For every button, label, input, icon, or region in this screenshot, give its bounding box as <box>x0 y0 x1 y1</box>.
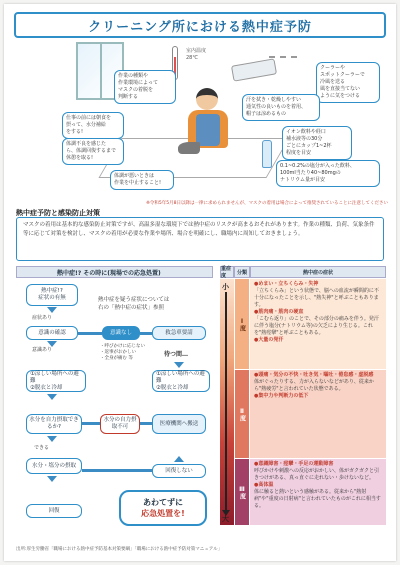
severity-gradient <box>220 279 234 525</box>
hospital-node: 医療機関へ搬送 <box>152 414 206 434</box>
room-temp-value: 28℃ <box>186 55 198 61</box>
cool-node-right: ①涼しい場所への避難 ②脱衣と冷却 <box>152 370 210 392</box>
worker-illustration <box>182 88 232 148</box>
degree-1: Ⅰ度 <box>235 279 249 369</box>
callout-clothing: 汗を拭き・乾燥しやすい 通気性の良いものを着用、 帽子は涼めるもの <box>242 94 320 121</box>
conscious-yes-label: 意識あり <box>32 347 53 353</box>
symptom-cell-degree1 <box>250 279 386 369</box>
symptom-body: 「こむら返り」のことで、その部分の痛みを伴う。発汗に伴う塩分(ナトリウム等)の欠乏により生じる。これを"熱痙攣"と呼ぶこともある。 <box>254 316 379 336</box>
symptom-title: ●高体温 <box>254 482 274 488</box>
symptom-yes-label: 症状あり <box>32 315 53 321</box>
can-label: できる <box>34 445 50 451</box>
header-severity: 重症度 <box>220 266 234 278</box>
symptom-body: 体に触ると熱いという感触がある。従来から"熱射病"や"重度の日射病"と言われていたものがこれに相当する。 <box>254 489 381 509</box>
callout-rest: 体調不良を感じた ら、体調回復するまで 休憩を取る! <box>62 138 124 165</box>
header-symptom: 熱中症の症状 <box>250 266 386 278</box>
arrow-right-line <box>82 469 152 472</box>
arrow-down <box>47 436 57 442</box>
symptom-title: ●筋肉痛・筋肉の硬直 <box>254 309 304 315</box>
severity-arrow <box>225 292 227 514</box>
no-recovery-node: 回復しない <box>152 464 206 478</box>
can-drink-node: 水分を自力摂取できるか? <box>26 414 82 434</box>
symptom-question-node: 熱中症!? 症状の有無 <box>26 284 78 306</box>
degree-2: Ⅱ度 <box>235 370 249 458</box>
symptom-title: ●めまい・立ちくらみ・失神 <box>254 281 319 287</box>
symptom-body: 呼びかけや刺激への反応がおかしい、体がガクガクと引きつけがある、真っ直ぐに走れない・歩けないなど。 <box>254 468 380 481</box>
flyer-page <box>4 4 396 561</box>
arrow-right-line <box>78 332 102 335</box>
mask-note: ※令和5年5月8日以降は一律に求められませんが、マスクの着用は場合によって推奨されていることに注意してください <box>146 201 388 206</box>
callout-stop-work: 体調が悪いときは 作業を中止すること! <box>110 170 174 190</box>
symptom-body: 体がぐったりする、力が入らないなどがあり、従来から"熱疲労"と言われていた状態である。 <box>254 379 374 392</box>
drink-bottle-icon <box>262 140 272 168</box>
banner-main: あわてずに <box>143 498 183 507</box>
cooler-hose-icon <box>269 56 297 64</box>
symptom-title: ●大量の発汗 <box>254 337 284 343</box>
check-conscious-node: 意識の確認 <box>26 326 78 340</box>
page-title: クリーニング所における熱中症予防 <box>14 12 386 38</box>
severity-high: 大 <box>222 515 229 523</box>
workplace-illustration <box>14 42 386 198</box>
symptom-cell-degree3 <box>250 459 386 525</box>
symptom-cell-degree2 <box>250 370 386 458</box>
iron-icon <box>178 142 200 154</box>
recover-node: 回復 <box>26 504 82 518</box>
callout-breakfast: 仕事の前には朝食を 摂って、水分補給 をする! <box>62 112 124 139</box>
room-temp-label: 室内温度 <box>186 48 207 54</box>
arrow-right-line <box>82 422 100 425</box>
header-class: 分類 <box>234 266 250 278</box>
section-heading: 熱中症予防と感染防止対策 <box>16 209 100 217</box>
symptom-title: ●頭痛・気分の不快・吐き気・嘔吐・倦怠感・虚脱感 <box>254 372 374 378</box>
arrow-right-line <box>140 332 152 335</box>
banner-sub: 応急処置を! <box>141 509 185 518</box>
callout-cooler: クーラーや スポットクーラーで 冷風を送る 風を直接当てない ように気をつける <box>316 62 380 103</box>
arrow-down <box>47 476 57 482</box>
section-body: マスクの着用は基本的な感染防止対策ですが、高温多湿な環境下では熱中症のリスクが高まるおそれがあります。作業の種類、負荷、気象条件等に応じて対策を検討し、マスクの着用が必要な作業や場所、場合を明確にし、職場内に周知しておきましょう。 <box>16 217 384 261</box>
arrow-down <box>47 307 57 313</box>
ambulance-node: 救急車要請 <box>152 326 206 340</box>
symptom-title: ●集中力や判断力の低下 <box>254 393 309 399</box>
no-conscious-items: ・呼びかけに応じない ・返事がおかしい ・全身が痛む 等 <box>100 344 145 361</box>
arrow-right-line <box>140 422 152 425</box>
degree-3: Ⅲ度 <box>235 459 249 525</box>
arrow-down <box>174 362 184 368</box>
cool-node-left: ①涼しい場所への避難 ②脱衣と冷却 <box>26 370 86 392</box>
flow-heading: 熱中症!? その時に(現場での応急処置) <box>16 266 213 278</box>
no-conscious-node: 意識なし <box>102 326 140 340</box>
callout-mask: 作業の種類や 作業環境によって マスクの着脱を 判断する <box>114 70 176 104</box>
arrow-up <box>174 456 184 462</box>
suspect-note: 熱中症を疑う症状については 右の「熱中症の症状」参照 <box>98 297 170 311</box>
hydrate-node: 水分・塩分の摂取 <box>26 458 82 474</box>
symptom-body: 「立ちくらみ」という状態で、脳への血流が瞬間的に不十分になったことを示し、"熱失神"と呼ぶこともあります。 <box>254 288 379 308</box>
severity-low: 小 <box>222 283 229 291</box>
room-temperature <box>186 48 206 62</box>
symptom-table-header <box>220 266 386 278</box>
first-aid-banner <box>119 490 207 526</box>
callout-drink: イオン飲料や経口 補水液等の30分 ごとにカップ1~2杯 程度を目安 <box>282 126 352 160</box>
arrow-down <box>47 394 57 400</box>
arrow-down <box>47 341 57 347</box>
callout-salt: 0.1~0.2%の塩分が入った飲料、 100ml当たり40~80mgの ナトリウム量が目安 <box>276 160 380 187</box>
symptom-title: ●意識障害・痙攣・手足の運動障害 <box>254 461 334 467</box>
source-footer: 出所:厚生労働省「職場における熱中症予防基本対策要綱」「職場における熱中症予防対策マニュアル」 <box>16 547 223 552</box>
cannot-drink-node: 水分の自力摂取不可 <box>100 414 140 434</box>
until-arrival-label: 待つ間… <box>164 351 189 358</box>
